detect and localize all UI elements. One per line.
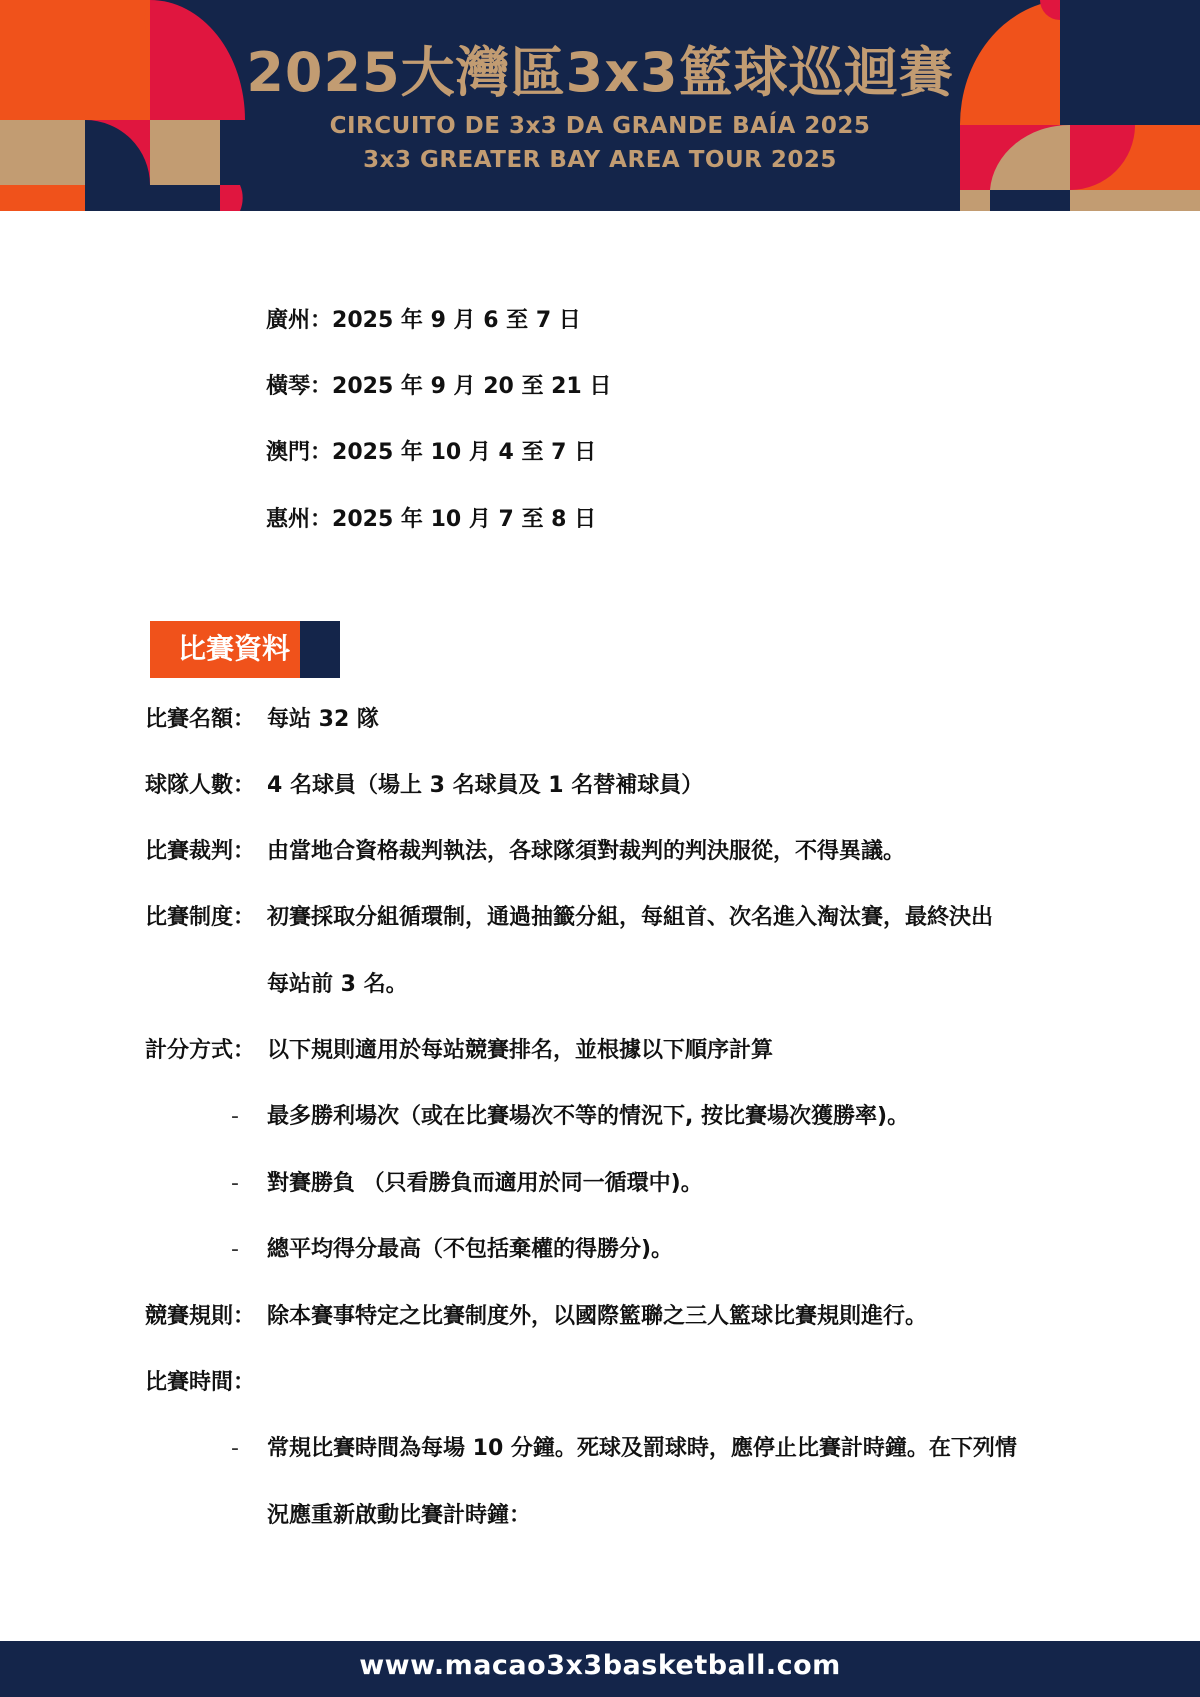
quota-label: 比賽名額： [145, 707, 256, 732]
scoring-value: 以下規則適用於每站競賽排名，並根據以下順序計算 [267, 1038, 774, 1063]
format-value-line-1: 初賽採取分組循環制，通過抽籤分組，每組首、次名進入淘汰賽，最終決出 [267, 905, 994, 930]
game-time-label: 比賽時間： [145, 1370, 256, 1395]
format-label: 比賽制度： [145, 905, 256, 930]
badge-navy-block [300, 621, 340, 678]
schedule-hengqin [266, 372, 611, 402]
team-size-value: 4 名球員（場上 3 名球員及 1 名替補球員） [267, 773, 704, 798]
quota-value: 每站 32 隊 [267, 707, 379, 732]
schedule-dates: 2025 年 9 月 20 至 21 日 [332, 374, 612, 399]
schedule-guangzhou [266, 306, 581, 336]
format-value-line-2: 每站前 3 名。 [267, 972, 408, 997]
game-time-item-line-1: 常規比賽時間為每場 10 分鐘。死球及罰球時，應停止比賽計時鐘。在下列情 [267, 1436, 1017, 1461]
scoring-item: 總平均得分最高（不包括棄權的得勝分)。 [267, 1237, 674, 1262]
schedule-huizhou [266, 505, 596, 535]
event-subtitle-portuguese: CIRCUITO DE 3x3 DA GRANDE BAÍA 2025 [329, 113, 871, 139]
event-title: 2025大灣區3x3籃球巡迴賽 [246, 41, 954, 104]
bullet-dash: - [231, 1171, 239, 1196]
referee-value: 由當地合資格裁判執法，各球隊須對裁判的判決服從，不得異議。 [267, 839, 906, 864]
schedule-dates: 2025 年 10 月 4 至 7 日 [332, 440, 597, 465]
section-heading-badge [150, 621, 340, 678]
rules-label: 競賽規則： [145, 1304, 256, 1329]
schedule-dates: 2025 年 10 月 7 至 8 日 [332, 507, 597, 532]
scoring-item: 對賽勝負 （只看勝負而適用於同一循環中)。 [267, 1171, 703, 1196]
scoring-item: 最多勝利場次（或在比賽場次不等的情況下, 按比賽場次獲勝率)。 [267, 1104, 910, 1129]
event-subtitle-english: 3x3 GREATER BAY AREA TOUR 2025 [363, 147, 837, 173]
bullet-dash: - [231, 1104, 239, 1129]
schedule-macao [266, 438, 596, 468]
bullet-dash: - [231, 1436, 239, 1461]
footer-bar [0, 1641, 1200, 1697]
scoring-label: 計分方式： [145, 1038, 256, 1063]
website-url: www.macao3x3basketball.com [359, 1650, 841, 1681]
team-size-label: 球隊人數： [145, 773, 256, 798]
schedule-city: 惠州： [266, 507, 333, 532]
bullet-dash: - [231, 1237, 239, 1262]
schedule-dates: 2025 年 9 月 6 至 7 日 [332, 308, 581, 333]
rules-value: 除本賽事特定之比賽制度外，以國際籃聯之三人籃球比賽規則進行。 [267, 1304, 928, 1329]
schedule-city: 橫琴： [266, 374, 333, 399]
schedule-city: 廣州： [266, 308, 333, 333]
header-banner [0, 0, 1200, 211]
section-title: 比賽資料 [178, 632, 291, 665]
game-time-item-line-2: 況應重新啟動比賽計時鐘： [267, 1503, 532, 1528]
referee-label: 比賽裁判： [145, 839, 256, 864]
schedule-city: 澳門： [266, 440, 333, 465]
